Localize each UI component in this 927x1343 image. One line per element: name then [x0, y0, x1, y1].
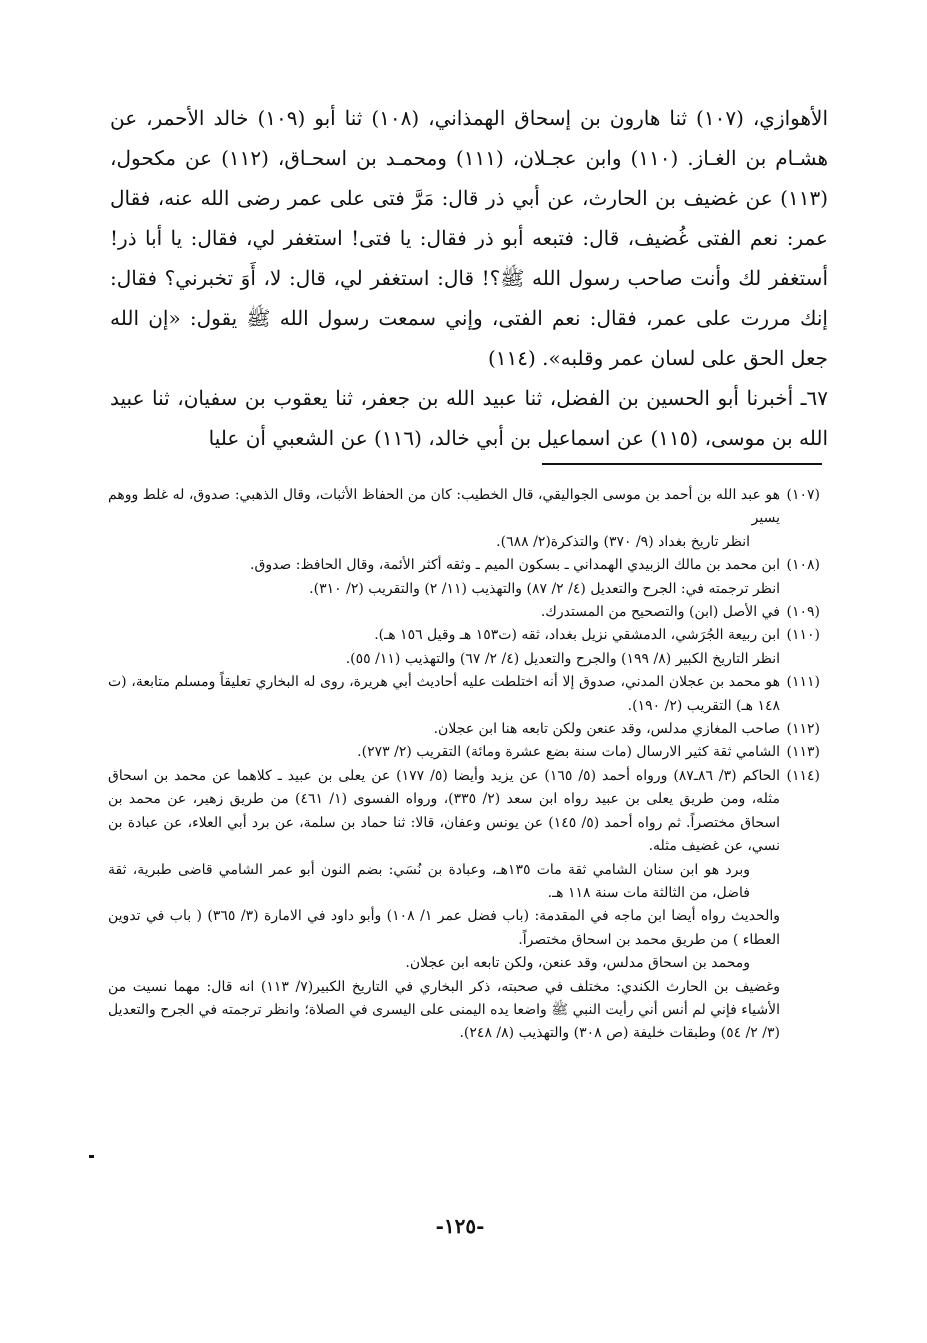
footnote-line: في الأصل (ابن) والتصحيح من المستدرك. [540, 604, 780, 621]
footnote-line: والحديث رواه أيضا ابن ماجه في المقدمة: (باب فضل عمر ١/ ١٠٨) وأبو داود في الامارة (٣/ ٣٦٥) ( باب في تدوين العطاء ) من طريق محمد بن اسحاق مختصراً. [108, 908, 780, 948]
main-paragraph-1: الأهوازي، (١٠٧) ثنا هارون بن إسحاق الهمذاني، (١٠٨) ثنا أبو (١٠٩) خالد الأحمر، عن هشـام بن الغـاز. (١١٠) وابن عجـلان، (١١١) ومحمـد بن اسحـاق، (١١٢) عن مكحول، (١١٣) عن غضيف بن الحارث، عن أبي ذر قال: مَرَّ فتى على عمر رضى الله عنه، فقال عمر: نعم الفتى غُضيف، قال: فتبعه أبو ذر فقال: يا فتى! استغفر لي، فقال: يا أبا ذر! أستغفر لك وأنت صاحب رسول الله ﷺ؟! قال: استغفر لي، قال: لا، أَوَ تخبرني؟ فقال: إنك مررت على عمر، فقال: نعم الفتى، وإني سمعت رسول الله ﷺ يقول: «إن الله جعل الحق على لسان عمر وقلبه». (١١٤) [110, 106, 829, 370]
footnote-111 [108, 671, 820, 718]
footnote-110 [108, 624, 820, 671]
footnote-number: (١٠٨) [786, 557, 820, 574]
footnote-line: الشامي ثقة كثير الارسال (مات سنة بضع عشرة ومائة) التقريب (٢/ ٢٧٣). [357, 744, 780, 761]
footnote-number: (١١٤) [786, 767, 820, 784]
footnote-line: انظر تاريخ بغداد (٩/ ٣٧٠) والتذكرة(٢/ ٦٨٨). [496, 533, 750, 550]
footnote-separator [542, 463, 822, 465]
footnote-114 [108, 765, 820, 1046]
footnote-number: (١١٣) [786, 744, 820, 761]
footnote-107 [108, 484, 820, 554]
footnote-line: وغضيف بن الحارث الكندي: مختلف في صحبته، ذكر البخاري في التاريخ الكبير(٧/ ١١٣) انه قال: مهما نسيت من الأشياء فإني لم أنس أني رأيت النبي ﷺ واضعا يده اليمنى على اليسرى في الصلاة؛ وانظر ترجمته في الجرح والتعديل (٣/ ٢/ ٥٤) وطبقات خليفة (ص ٣٠٨) والتهذيب (٨/ ٢٤٨). [108, 978, 780, 1042]
footnote-line: هو عبد الله بن أحمد بن موسى الجواليقي، قال الخطيب: كان من الحفاظ الأثبات، وقال الذهبي: صدوق، له غلط ووهم يسير [108, 487, 780, 527]
footnote-line: انظر ترجمته في: الجرح والتعديل (٤/ ٢/ ٨٧) والتهذيب (١١/ ٢) والتقريب (٢/ ٣١٠). [309, 580, 780, 597]
footnote-112 [108, 718, 820, 741]
footnotes [108, 484, 820, 1046]
footnote-line: انظر التاريخ الكبير (٨/ ١٩٩) والجرح والتعديل (٤/ ٢/ ٦٧) والتهذيب (١١/ ٥٥). [345, 650, 780, 667]
footnote-number: (١١١) [786, 674, 820, 691]
footnote-line: الحاكم (٣/ ٨٦ـ٨٧) ورواه أحمد (٥/ ١٦٥) عن يزيد وأيضا (٥/ ١٧٧) عن يعلى بن عبيد ـ كلاهما عن محمد بن اسحاق مثله، ومن طريق يعلى بن عبيد رواه ابن سعد (٢/ ٣٣٥)، ورواه الفسوى (١/ ٤٦١) من طريق زهير، عن محمد بن اسحاق مختصراً. ثم رواه أحمد (٥/ ١٤٥) عن يونس وعفان، قالا: ثنا حماد بن سلمة، عن برد أبي العلاء، عن عبادة بن نسي، عن غضيف مثله. [108, 767, 781, 855]
footnote-line: هو محمد بن عجلان المدني، صدوق إلا أنه اختلطت عليه أحاديث أبي هريرة، روى له البخاري تعليقاً ومسلم متابعة، (ت ١٤٨ هـ) التقريب (٢/ ١٩٠). [108, 674, 780, 714]
footnote-line: وبرد هو ابن سنان الشامي ثقة مات ١٣٥هـ، وعبادة بن نُسَي: بضم النون أبو عمر الشامي قاضى طبرية، ثقة فاضل، من الثالثة مات سنة ١١٨ هـ. [108, 861, 751, 901]
footnote-108 [108, 554, 820, 601]
page-number: -١٢٥- [435, 1214, 485, 1238]
footnote-number: (١٠٧) [786, 487, 820, 503]
footnote-line: ابن ربيعة الجُرَشي، الدمشقي نزيل بغداد، ثقه (ت١٥٣ هـ وقيل ١٥٦ هـ). [374, 627, 780, 644]
footnote-line: ابن محمد بن مالك الزبيدي الهمداني ـ بسكون الميم ـ وثقه أكثر الأئمة، وقال الحافظ: صدوق. [250, 557, 780, 574]
ink-speck [89, 1155, 94, 1158]
footnote-line: صاحب المغازي مدلس، وقد عنعن ولكن تابعه هنا ابن عجلان. [433, 721, 780, 738]
footnote-109 [108, 601, 820, 624]
main-paragraph-2: ٦٧ـ أخبرنا أبو الحسين بن الفضل، ثنا عبيد الله بن جعفر، ثنا يعقوب بن سفيان، ثنا عبيد الله بن موسى، (١١٥) عن اسماعيل بن أبي خالد، (١١٦) عن الشعبي أن عليا [110, 386, 828, 450]
footnote-number: (١٠٩) [786, 604, 820, 621]
footnote-113 [108, 741, 820, 764]
footnote-line: ومحمد بن اسحاق مدلس، وقد عنعن، ولكن تابعه ابن عجلان. [405, 955, 750, 972]
footnote-number: (١١٠) [786, 627, 820, 644]
main-text [110, 98, 828, 458]
footnote-number: (١١٢) [786, 721, 820, 738]
